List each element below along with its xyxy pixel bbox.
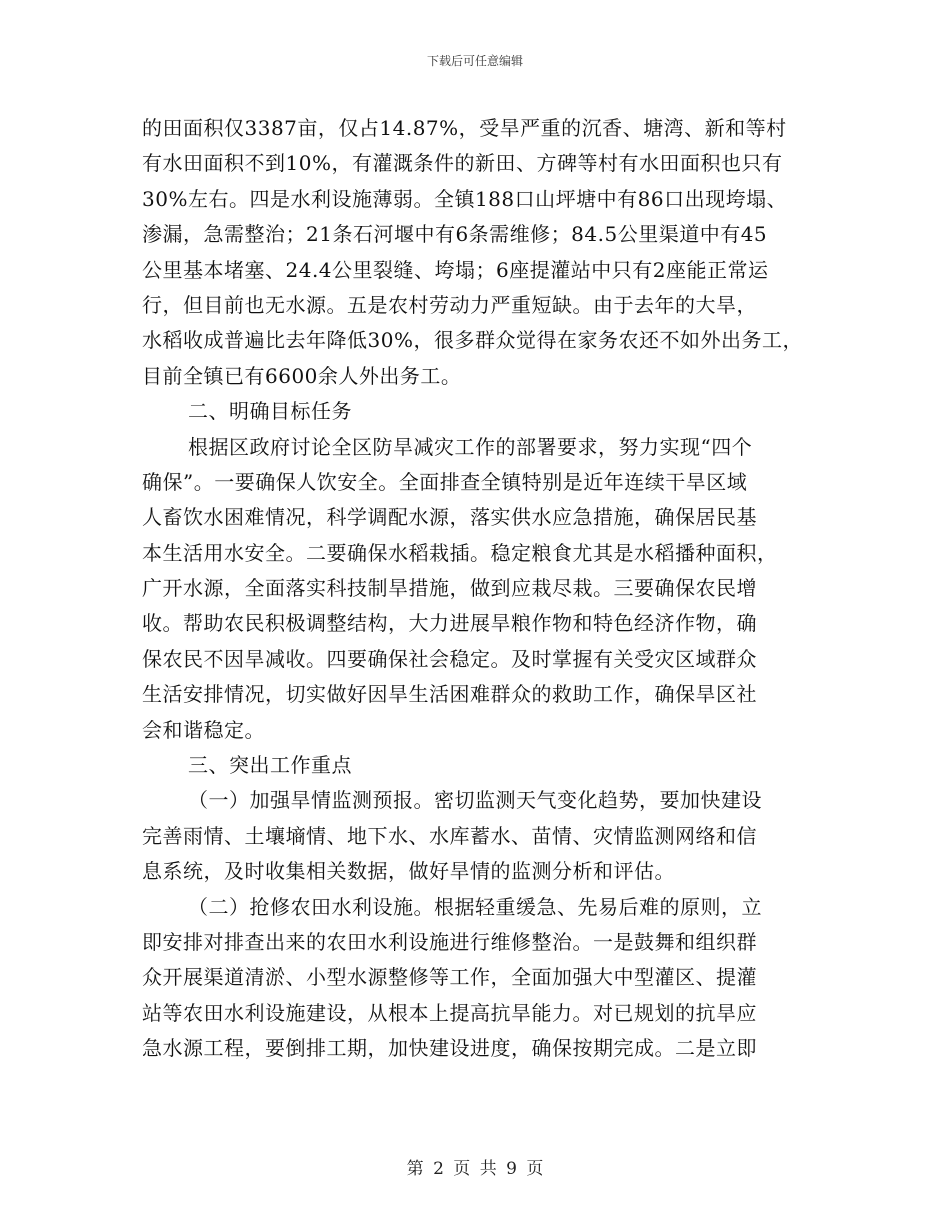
text-line: （二）抢修农田水利设施。根据轻重缓急、先易后难的原则，立 (188, 894, 762, 919)
text-line: 有水田面积不到10%，有灌溉条件的新田、方碑等村有水田面积也只有 (142, 151, 783, 176)
text-line: 公里基本堵塞、24.4公里裂缝、垮塌；6座提灌站中只有2座能正常运 (142, 257, 769, 282)
text-line: 30%左右。四是水利设施薄弱。全镇188口山坪塘中有86口出现垮塌、 (142, 186, 788, 211)
text-line: 三、突出工作重点 (188, 753, 352, 778)
page-footer: 第 2 页 共 9 页 (406, 1159, 544, 1179)
text-line: 急水源工程，要倒排工期，加快建设进度，确保按期完成。二是立即 (142, 1036, 757, 1061)
text-line: 广开水源，全面落实科技制旱措施，做到应栽尽栽。三要确保农民增 (142, 576, 757, 601)
text-line: 本生活用水安全。二要确保水稻栽插。稳定粮食尤其是水稻播种面积， (142, 540, 778, 565)
text-line: 即安排对排查出来的农田水利设施进行维修整治。一是鼓舞和组织群 (142, 929, 757, 954)
text-line: 的田面积仅3387亩，仅占14.87%，受旱严重的沉香、塘湾、新和等村 (142, 116, 787, 140)
text-line: 站等农田水利设施建设，从根本上提高抗旱能力。对已规划的抗旱应 (142, 1000, 757, 1025)
text-line: 确保”。一要确保人饮安全。全面排查全镇特别是近年连续干旱区域 (142, 469, 748, 494)
text-line: 保农民不因旱减收。四要确保社会稳定。及时掌握有关受灾区域群众 (142, 646, 757, 671)
document-body (142, 111, 808, 1067)
text-line: 根据区政府讨论全区防旱减灾工作的部署要求，努力实现“四个 (188, 434, 753, 459)
text-line: 完善雨情、土壤墒情、地下水、水库蓄水、苗情、灾情监测网络和信 (142, 823, 757, 848)
text-line: 众开展渠道清淤、小型水源整修等工作，全面加强大中型灌区、提灌 (142, 965, 757, 990)
text-line: 收。帮助农民积极调整结构，大力进展旱粮作物和特色经济作物，确 (142, 611, 757, 636)
text-line: 渗漏，急需整治；21条石河堰中有6条需维修；84.5公里渠道中有45 (142, 222, 768, 247)
text-line: 行，但目前也无水源。五是农村劳动力严重短缺。由于去年的大旱， (142, 292, 757, 317)
text-line: 会和谐稳定。 (142, 717, 265, 742)
text-line: 目前全镇已有6600余人外出务工。 (142, 363, 462, 388)
text-line: 二、明确目标任务 (188, 399, 352, 424)
page-header: 下载后可任意编辑 (426, 54, 523, 68)
text-line: 人畜饮水困难情况，科学调配水源，落实供水应急措施，确保居民基 (142, 505, 757, 530)
text-line: 水稻收成普遍比去年降低30%，很多群众觉得在家务农还不如外出务工， (142, 328, 803, 353)
text-line: （一）加强旱情监测预报。密切监测天气变化趋势，要加快建设 (188, 788, 762, 813)
text-line: 息系统，及时收集相关数据，做好旱情的监测分析和评估。 (142, 859, 675, 884)
text-line: 生活安排情况，切实做好因旱生活困难群众的救助工作，确保旱区社 (142, 682, 757, 707)
